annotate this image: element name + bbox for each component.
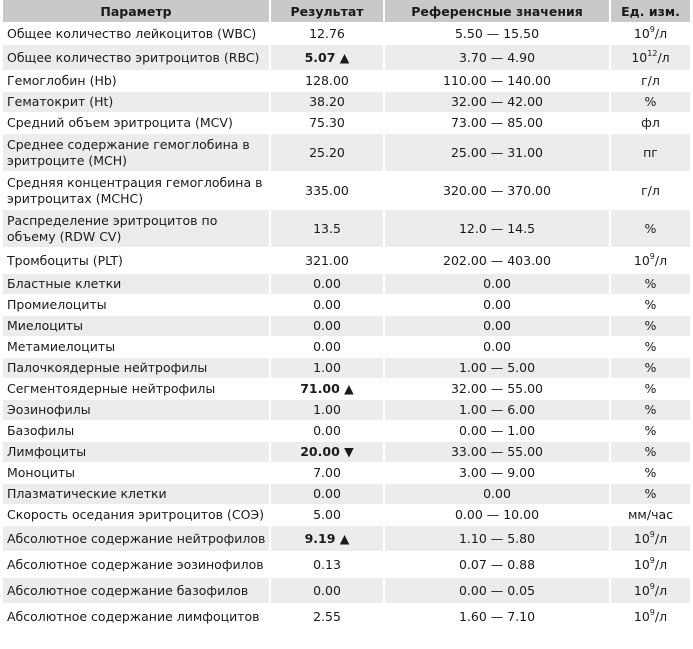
row-reference: 1.00 — 5.00 <box>385 357 611 378</box>
header-reference: Референсные значения <box>385 0 611 22</box>
row-parameter: Общее количество лейкоцитов (WBC) <box>3 22 271 44</box>
table-row <box>3 336 690 357</box>
row-result: 1.00 <box>271 399 385 420</box>
table-row <box>3 525 690 551</box>
row-result: 128.00 <box>271 70 385 91</box>
row-reference: 33.00 — 55.00 <box>385 441 611 462</box>
row-unit: $10^9/л$ <box>611 577 690 603</box>
row-reference: 1.60 — 7.10 <box>385 603 611 629</box>
row-unit: % <box>611 294 690 315</box>
row-unit: $10^9/л$ <box>611 247 690 273</box>
table-header-row <box>3 0 690 22</box>
row-unit: % <box>611 357 690 378</box>
row-unit: % <box>611 399 690 420</box>
row-reference: 32.00 — 55.00 <box>385 378 611 399</box>
table-row <box>3 504 690 525</box>
row-unit: фл <box>611 112 690 133</box>
row-unit: % <box>611 273 690 294</box>
row-result: 25.20 <box>271 133 385 171</box>
row-unit: $10^{12}/л$ <box>611 44 690 70</box>
row-reference: 73.00 — 85.00 <box>385 112 611 133</box>
row-parameter: Средняя концентрация гемоглобина в эритроцитах (MCHC) <box>3 171 271 209</box>
row-unit: пг <box>611 133 690 171</box>
row-reference: 0.00 <box>385 336 611 357</box>
row-parameter: Эозинофилы <box>3 399 271 420</box>
table-row <box>3 315 690 336</box>
row-reference: 0.00 <box>385 483 611 504</box>
row-result: 0.00 <box>271 577 385 603</box>
row-result: 0.00 <box>271 315 385 336</box>
row-unit: $10^9/л$ <box>611 603 690 629</box>
table-row <box>3 378 690 399</box>
row-parameter: Моноциты <box>3 462 271 483</box>
row-unit: г/л <box>611 171 690 209</box>
table-row <box>3 112 690 133</box>
row-unit: % <box>611 378 690 399</box>
row-unit: % <box>611 336 690 357</box>
row-reference: 5.50 — 15.50 <box>385 22 611 44</box>
row-parameter: Абсолютное содержание базофилов <box>3 577 271 603</box>
row-reference: 110.00 — 140.00 <box>385 70 611 91</box>
row-result: 9.19 ▲ <box>271 525 385 551</box>
table-row <box>3 357 690 378</box>
row-unit: % <box>611 483 690 504</box>
table-row <box>3 273 690 294</box>
table-row <box>3 603 690 629</box>
table-row <box>3 133 690 171</box>
table-row <box>3 171 690 209</box>
row-result: 0.00 <box>271 336 385 357</box>
table-row <box>3 22 690 44</box>
table-row <box>3 441 690 462</box>
row-result: 0.13 <box>271 551 385 577</box>
row-result: 12.76 <box>271 22 385 44</box>
row-result: 2.55 <box>271 603 385 629</box>
row-unit: $10^9/л$ <box>611 22 690 44</box>
row-reference: 0.00 — 10.00 <box>385 504 611 525</box>
row-parameter: Гемоглобин (Hb) <box>3 70 271 91</box>
row-reference: 32.00 — 42.00 <box>385 91 611 112</box>
row-parameter: Миелоциты <box>3 315 271 336</box>
row-result: 38.20 <box>271 91 385 112</box>
row-unit: мм/час <box>611 504 690 525</box>
row-parameter: Тромбоциты (PLT) <box>3 247 271 273</box>
row-parameter: Промиелоциты <box>3 294 271 315</box>
table-row <box>3 399 690 420</box>
row-parameter: Палочкоядерные нейтрофилы <box>3 357 271 378</box>
row-result: 20.00 ▼ <box>271 441 385 462</box>
row-result: 7.00 <box>271 462 385 483</box>
table-row <box>3 294 690 315</box>
row-reference: 3.70 — 4.90 <box>385 44 611 70</box>
table-row <box>3 577 690 603</box>
row-reference: 12.0 — 14.5 <box>385 209 611 247</box>
row-unit: $10^9/л$ <box>611 525 690 551</box>
row-parameter: Распределение эритроцитов по объему (RDW CV) <box>3 209 271 247</box>
row-parameter: Бластные клетки <box>3 273 271 294</box>
row-reference: 0.00 <box>385 294 611 315</box>
row-result: 1.00 <box>271 357 385 378</box>
row-parameter: Общее количество эритроцитов (RBC) <box>3 44 271 70</box>
table-row <box>3 551 690 577</box>
row-reference: 0.00 — 0.05 <box>385 577 611 603</box>
table-row <box>3 483 690 504</box>
row-reference: 320.00 — 370.00 <box>385 171 611 209</box>
row-result: 5.07 ▲ <box>271 44 385 70</box>
row-parameter: Средний объем эритроцита (MCV) <box>3 112 271 133</box>
row-unit: % <box>611 209 690 247</box>
row-result: 321.00 <box>271 247 385 273</box>
table-row <box>3 462 690 483</box>
table-row <box>3 44 690 70</box>
header-result: Результат <box>271 0 385 22</box>
row-result: 335.00 <box>271 171 385 209</box>
row-unit: % <box>611 315 690 336</box>
row-unit: % <box>611 441 690 462</box>
row-reference: 202.00 — 403.00 <box>385 247 611 273</box>
row-result: 0.00 <box>271 294 385 315</box>
row-unit: % <box>611 462 690 483</box>
row-parameter: Базофилы <box>3 420 271 441</box>
row-parameter: Плазматические клетки <box>3 483 271 504</box>
row-parameter: Метамиелоциты <box>3 336 271 357</box>
row-unit: $10^9/л$ <box>611 551 690 577</box>
row-parameter: Абсолютное содержание эозинофилов <box>3 551 271 577</box>
row-reference: 0.07 — 0.88 <box>385 551 611 577</box>
table-row <box>3 70 690 91</box>
row-parameter: Сегментоядерные нейтрофилы <box>3 378 271 399</box>
table-row <box>3 247 690 273</box>
row-reference: 1.00 — 6.00 <box>385 399 611 420</box>
row-unit: % <box>611 420 690 441</box>
row-reference: 1.10 — 5.80 <box>385 525 611 551</box>
row-reference: 3.00 — 9.00 <box>385 462 611 483</box>
table-row <box>3 91 690 112</box>
row-parameter: Абсолютное содержание лимфоцитов <box>3 603 271 629</box>
row-unit: % <box>611 91 690 112</box>
blood-test-results-table <box>3 0 690 629</box>
row-unit: г/л <box>611 70 690 91</box>
row-parameter: Скорость оседания эритроцитов (СОЭ) <box>3 504 271 525</box>
header-unit: Ед. изм. <box>611 0 690 22</box>
row-reference: 25.00 — 31.00 <box>385 133 611 171</box>
row-result: 0.00 <box>271 483 385 504</box>
row-result: 5.00 <box>271 504 385 525</box>
row-result: 0.00 <box>271 273 385 294</box>
row-reference: 0.00 — 1.00 <box>385 420 611 441</box>
table-row <box>3 209 690 247</box>
row-parameter: Гематокрит (Ht) <box>3 91 271 112</box>
row-result: 75.30 <box>271 112 385 133</box>
row-result: 13.5 <box>271 209 385 247</box>
row-reference: 0.00 <box>385 315 611 336</box>
header-parameter: Параметр <box>3 0 271 22</box>
row-parameter: Абсолютное содержание нейтрофилов <box>3 525 271 551</box>
row-result: 0.00 <box>271 420 385 441</box>
row-reference: 0.00 <box>385 273 611 294</box>
row-parameter: Среднее содержание гемоглобина в эритроците (MCH) <box>3 133 271 171</box>
row-parameter: Лимфоциты <box>3 441 271 462</box>
table-row <box>3 420 690 441</box>
row-result: 71.00 ▲ <box>271 378 385 399</box>
